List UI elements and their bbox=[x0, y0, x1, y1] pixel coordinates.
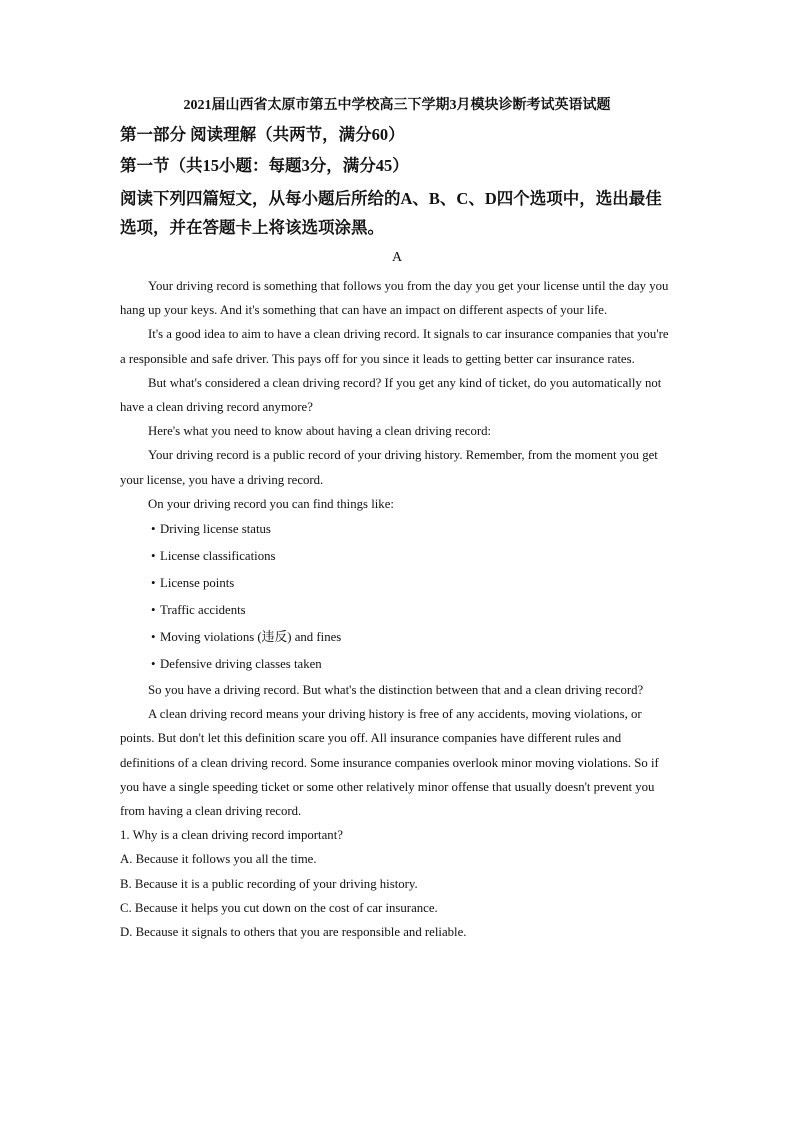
passage-body bbox=[120, 274, 676, 944]
list-item bbox=[120, 651, 676, 678]
bullet-icon: • bbox=[151, 522, 156, 537]
instruction-text: 阅读下列四篇短文，从每小题后所给的A、B、C、D四个选项中，选出最佳选项，并在答题卡上将该选项涂黑。 bbox=[120, 189, 662, 237]
list-item bbox=[120, 624, 676, 651]
exam-title: 2021届山西省太原市第五中学校高三下学期3月模块诊断考试英语试题 bbox=[183, 98, 611, 113]
paragraph: So you have a driving record. But what's the distinction between that and a clean driving record? bbox=[148, 683, 644, 698]
list-item bbox=[120, 543, 676, 570]
paragraph: Your driving record is a public record of your driving history. Remember, from the moment you get your license, you have a driving record. bbox=[120, 448, 658, 487]
question-stem: 1. Why is a clean driving record important? bbox=[120, 828, 343, 843]
paragraph: Here's what you need to know about having a clean driving record: bbox=[148, 424, 492, 439]
instruction-block bbox=[120, 184, 676, 242]
bullet-icon: • bbox=[151, 549, 156, 564]
list-item-text: Defensive driving classes taken bbox=[160, 657, 322, 672]
passage-label: A bbox=[391, 250, 403, 265]
list-item bbox=[120, 570, 676, 597]
paragraph: Your driving record is something that follows you from the day you get your license until the day you hang up your keys. And it's something that can have an impact on different aspects of your life. bbox=[120, 279, 669, 318]
bullet-icon: • bbox=[151, 603, 156, 618]
paragraph: But what's considered a clean driving record? If you get any kind of ticket, do you automatically not have a clean driving record anymore? bbox=[120, 375, 662, 415]
list-item-text: License classifications bbox=[160, 549, 276, 564]
part-heading: 第一部分 阅读理解（共两节，满分60） bbox=[120, 125, 405, 144]
answer-option-b: B. Because it is a public recording of your driving history. bbox=[120, 876, 418, 891]
list-item bbox=[120, 516, 676, 543]
paragraph: It's a good idea to aim to have a clean driving record. It signals to car insurance companies that you're a responsible and safe driver. This pays off for you since it leads to getting better car insurance rates. bbox=[120, 327, 669, 366]
answer-option-a: A. Because it follows you all the time. bbox=[120, 852, 317, 867]
answer-option-c: C. Because it helps you cut down on the cost of car insurance. bbox=[120, 900, 438, 915]
paragraph: A clean driving record means your driving history is free of any accidents, moving violations, or points. But don't let this definition scare you off. All insurance companies have different rules and definitions of a clean driving record. Some insurance companies overlook minor moving violations. So if you have a single speeding ticket or some other relatively minor offense that usually doesn't prevent you from having a clean driving record. bbox=[120, 707, 659, 819]
answer-option-d: D. Because it signals to others that you are responsible and reliable. bbox=[120, 925, 467, 940]
bullet-icon: • bbox=[151, 576, 156, 591]
record-items-list bbox=[120, 516, 676, 678]
list-item-text: Traffic accidents bbox=[160, 603, 246, 618]
list-item bbox=[120, 597, 676, 624]
list-item-text: Moving violations (违反) and fines bbox=[160, 630, 342, 645]
list-item-text: License points bbox=[160, 576, 235, 591]
section-heading: 第一节（共15小题：每题3分，满分45） bbox=[120, 156, 409, 175]
list-item-text: Driving license status bbox=[160, 522, 271, 537]
paragraph: On your driving record you can find things like: bbox=[148, 496, 394, 511]
bullet-icon: • bbox=[151, 657, 156, 672]
bullet-icon: • bbox=[151, 630, 156, 645]
